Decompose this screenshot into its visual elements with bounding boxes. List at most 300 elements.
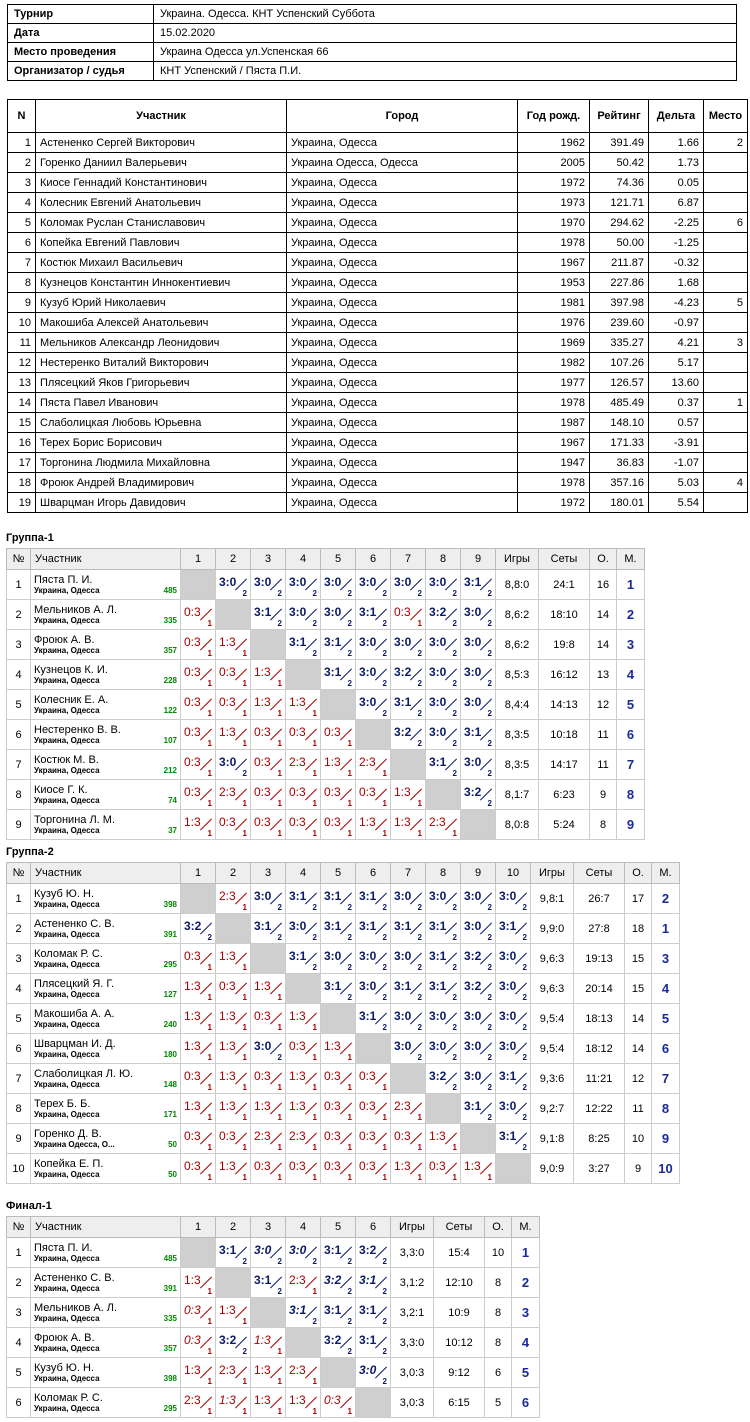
match-points: 2 bbox=[347, 1257, 352, 1266]
cell-city: Украина, Одесса bbox=[287, 393, 518, 413]
games-cell: 8,1:7 bbox=[496, 780, 539, 810]
match-points: 2 bbox=[417, 709, 422, 718]
table-row bbox=[8, 373, 748, 393]
table-row bbox=[8, 193, 748, 213]
match-score bbox=[181, 780, 215, 809]
diagonal-cell bbox=[286, 1328, 321, 1358]
match-score bbox=[426, 690, 460, 719]
table-row bbox=[8, 393, 748, 413]
match-points: 1 bbox=[207, 679, 212, 688]
participant-rating: 357 bbox=[163, 645, 177, 655]
match-score bbox=[356, 884, 390, 913]
cell-n: 6 bbox=[8, 233, 36, 253]
cell-delta: -3.91 bbox=[649, 433, 704, 453]
score-text: 0:3 bbox=[324, 725, 341, 739]
match-score bbox=[286, 750, 320, 779]
match-points: 2 bbox=[347, 619, 352, 628]
table-row bbox=[7, 600, 645, 630]
match-points: 2 bbox=[487, 589, 492, 598]
cell-place bbox=[704, 273, 748, 293]
cell-n: 13 bbox=[8, 373, 36, 393]
sets-cell: 9:12 bbox=[434, 1358, 485, 1388]
match-score bbox=[426, 750, 460, 779]
col-opponent: 2 bbox=[216, 549, 251, 570]
col-opponent: 1 bbox=[181, 1217, 216, 1238]
match-points: 1 bbox=[207, 709, 212, 718]
match-score bbox=[391, 690, 425, 719]
match-points: 1 bbox=[207, 769, 212, 778]
place-cell: 8 bbox=[617, 780, 645, 810]
score-text: 0:3 bbox=[254, 1159, 271, 1173]
match-score bbox=[181, 1154, 215, 1183]
score-text: 3:0 bbox=[464, 1039, 482, 1053]
score-text: 3:0 bbox=[429, 1039, 447, 1053]
cell-delta: -2.25 bbox=[649, 213, 704, 233]
games-cell: 9,1:8 bbox=[531, 1124, 574, 1154]
score-text: 3:1 bbox=[289, 949, 307, 963]
match-score bbox=[356, 1094, 390, 1123]
match-score bbox=[251, 600, 285, 629]
participant-cell bbox=[31, 570, 181, 600]
col-opponent: 4 bbox=[286, 549, 321, 570]
match-points: 1 bbox=[242, 799, 247, 808]
points-cell: 11 bbox=[590, 750, 617, 780]
match-points: 1 bbox=[277, 993, 282, 1002]
score-text: 3:1 bbox=[499, 919, 517, 933]
tournament-info-table bbox=[7, 4, 737, 81]
match-cell bbox=[286, 1124, 321, 1154]
score-text: 0:3 bbox=[324, 1069, 341, 1083]
games-cell: 3,2:1 bbox=[391, 1298, 434, 1328]
cell-participant: Макошиба Алексей Анатольевич bbox=[36, 313, 287, 333]
match-score bbox=[426, 884, 460, 913]
match-cell bbox=[251, 1358, 286, 1388]
match-cell bbox=[181, 1034, 216, 1064]
score-text: 3:0 bbox=[359, 665, 377, 679]
match-points: 1 bbox=[382, 1173, 387, 1182]
sets-cell: 27:8 bbox=[574, 914, 625, 944]
match-cell bbox=[496, 1034, 531, 1064]
match-score bbox=[216, 1154, 250, 1183]
match-score bbox=[251, 1358, 285, 1387]
match-cell bbox=[426, 570, 461, 600]
match-points: 1 bbox=[382, 1143, 387, 1152]
match-score bbox=[286, 1124, 320, 1153]
match-cell bbox=[426, 914, 461, 944]
score-text: 3:0 bbox=[359, 695, 377, 709]
match-cell bbox=[321, 780, 356, 810]
col-opponent: 9 bbox=[461, 863, 496, 884]
participants-table bbox=[7, 99, 748, 513]
score-text: 3:0 bbox=[499, 1009, 517, 1023]
col-opponent: 5 bbox=[321, 1217, 356, 1238]
participant-name: Кузуб Ю. Н. bbox=[34, 887, 95, 900]
match-score bbox=[216, 690, 250, 719]
table-row bbox=[7, 974, 680, 1004]
match-cell bbox=[181, 720, 216, 750]
match-cell bbox=[286, 1094, 321, 1124]
match-points: 2 bbox=[452, 709, 457, 718]
match-score bbox=[356, 600, 390, 629]
participant-name: Колесник Е. А. bbox=[34, 693, 109, 706]
score-text: 0:3 bbox=[184, 785, 201, 799]
table-row bbox=[7, 750, 645, 780]
match-score bbox=[461, 570, 495, 599]
cell-rating: 391.49 bbox=[590, 133, 649, 153]
participant-rating: 335 bbox=[163, 1313, 177, 1323]
match-cell bbox=[216, 974, 251, 1004]
score-text: 0:3 bbox=[254, 725, 271, 739]
participant-city: Украина, Одесса bbox=[34, 1079, 100, 1089]
match-cell bbox=[461, 1034, 496, 1064]
cell-birth-year: 1978 bbox=[518, 473, 590, 493]
diagonal-cell bbox=[251, 630, 286, 660]
points-cell: 10 bbox=[485, 1238, 512, 1268]
participant-rating: 50 bbox=[168, 1169, 177, 1179]
match-cell bbox=[426, 660, 461, 690]
match-score bbox=[496, 1094, 530, 1123]
match-points: 2 bbox=[522, 963, 527, 972]
participant-name: Шварцман И. Д. bbox=[34, 1037, 116, 1050]
match-score bbox=[216, 1004, 250, 1033]
row-num: 5 bbox=[7, 1358, 31, 1388]
col-opponent: 4 bbox=[286, 863, 321, 884]
match-points: 2 bbox=[312, 619, 317, 628]
match-score bbox=[181, 660, 215, 689]
score-text: 1:3 bbox=[254, 1363, 271, 1377]
games-cell: 9,0:9 bbox=[531, 1154, 574, 1184]
match-cell bbox=[251, 914, 286, 944]
match-score bbox=[321, 914, 355, 943]
match-points: 2 bbox=[347, 903, 352, 912]
match-points: 1 bbox=[207, 1377, 212, 1386]
score-text: 3:0 bbox=[254, 575, 272, 589]
match-points: 2 bbox=[417, 1023, 422, 1032]
match-score bbox=[496, 1004, 530, 1033]
match-score bbox=[391, 944, 425, 973]
match-score bbox=[461, 720, 495, 749]
table-row bbox=[7, 810, 645, 840]
participant-cell bbox=[31, 1124, 181, 1154]
match-points: 2 bbox=[417, 589, 422, 598]
participant-cell bbox=[31, 1034, 181, 1064]
match-cell bbox=[391, 944, 426, 974]
match-score bbox=[286, 810, 320, 839]
cell-participant: Мельников Александр Леонидович bbox=[36, 333, 287, 353]
match-score bbox=[496, 884, 530, 913]
match-score bbox=[286, 884, 320, 913]
score-text: 3:0 bbox=[499, 949, 517, 963]
score-text: 1:3 bbox=[184, 1363, 201, 1377]
match-cell bbox=[321, 1154, 356, 1184]
match-cell bbox=[286, 690, 321, 720]
match-score bbox=[251, 1004, 285, 1033]
row-num: 2 bbox=[7, 1268, 31, 1298]
match-score bbox=[216, 1328, 250, 1357]
place-cell: 1 bbox=[617, 570, 645, 600]
match-score bbox=[426, 914, 460, 943]
match-points: 1 bbox=[207, 829, 212, 838]
match-points: 1 bbox=[417, 1143, 422, 1152]
score-text: 3:1 bbox=[429, 919, 447, 933]
match-cell bbox=[286, 1004, 321, 1034]
table-row bbox=[7, 1238, 540, 1268]
participant-rating: 148 bbox=[163, 1079, 177, 1089]
diagonal-cell bbox=[321, 1004, 356, 1034]
participant-name: Кузуб Ю. Н. bbox=[34, 1361, 95, 1374]
cell-birth-year: 1953 bbox=[518, 273, 590, 293]
match-points: 1 bbox=[242, 903, 247, 912]
match-cell bbox=[356, 1004, 391, 1034]
match-cell bbox=[461, 780, 496, 810]
match-points: 1 bbox=[207, 649, 212, 658]
match-cell bbox=[496, 944, 531, 974]
match-cell bbox=[216, 1358, 251, 1388]
sets-cell: 16:12 bbox=[539, 660, 590, 690]
match-score bbox=[251, 974, 285, 1003]
participant-name: Пяста П. И. bbox=[34, 1241, 93, 1254]
score-text: 3:0 bbox=[219, 755, 237, 769]
cell-delta: -0.32 bbox=[649, 253, 704, 273]
match-cell bbox=[216, 750, 251, 780]
match-cell bbox=[181, 1124, 216, 1154]
match-cell bbox=[321, 1124, 356, 1154]
match-score bbox=[356, 750, 390, 779]
cell-participant: Слаболицкая Любовь Юрьевна bbox=[36, 413, 287, 433]
match-score bbox=[496, 914, 530, 943]
score-text: 1:3 bbox=[219, 1069, 236, 1083]
score-text: 3:0 bbox=[464, 695, 482, 709]
match-score bbox=[216, 974, 250, 1003]
score-text: 1:3 bbox=[254, 1333, 271, 1347]
row-num: 2 bbox=[7, 914, 31, 944]
cell-rating: 211.87 bbox=[590, 253, 649, 273]
participant-rating: 180 bbox=[163, 1049, 177, 1059]
score-text: 3:1 bbox=[324, 665, 342, 679]
cell-n: 17 bbox=[8, 453, 36, 473]
match-score bbox=[251, 1238, 285, 1267]
score-text: 1:3 bbox=[219, 725, 236, 739]
match-score bbox=[286, 690, 320, 719]
match-points: 1 bbox=[207, 1347, 212, 1356]
participant-rating: 391 bbox=[163, 1283, 177, 1293]
cell-place bbox=[704, 253, 748, 273]
match-cell bbox=[251, 720, 286, 750]
final-1-title: Финал-1 bbox=[6, 1200, 52, 1212]
sets-cell: 8:25 bbox=[574, 1124, 625, 1154]
games-cell: 9,2:7 bbox=[531, 1094, 574, 1124]
match-points: 2 bbox=[347, 1287, 352, 1296]
score-text: 3:1 bbox=[464, 725, 482, 739]
participant-cell bbox=[31, 1238, 181, 1268]
cell-participant: Колесник Евгений Анатольевич bbox=[36, 193, 287, 213]
col-opponent: 8 bbox=[426, 549, 461, 570]
crosstable-header bbox=[7, 863, 680, 884]
score-text: 1:3 bbox=[184, 815, 201, 829]
match-points: 2 bbox=[487, 769, 492, 778]
match-points: 1 bbox=[347, 829, 352, 838]
match-score bbox=[216, 750, 250, 779]
score-text: 3:1 bbox=[254, 605, 272, 619]
score-text: 1:3 bbox=[254, 1393, 271, 1407]
match-score bbox=[216, 1124, 250, 1153]
row-num: 7 bbox=[7, 1064, 31, 1094]
score-text: 1:3 bbox=[289, 695, 306, 709]
points-cell: 14 bbox=[625, 1034, 652, 1064]
match-cell bbox=[391, 1094, 426, 1124]
match-cell bbox=[181, 750, 216, 780]
col-participant: Участник bbox=[36, 100, 287, 133]
match-score bbox=[461, 750, 495, 779]
match-cell bbox=[356, 810, 391, 840]
sets-cell: 10:18 bbox=[539, 720, 590, 750]
cell-n: 15 bbox=[8, 413, 36, 433]
match-score bbox=[356, 974, 390, 1003]
sets-cell: 12:10 bbox=[434, 1268, 485, 1298]
match-points: 2 bbox=[487, 799, 492, 808]
match-score bbox=[216, 780, 250, 809]
score-text: 2:3 bbox=[429, 815, 446, 829]
participant-city-line bbox=[31, 1344, 180, 1354]
participant-cell bbox=[31, 660, 181, 690]
match-cell bbox=[286, 1154, 321, 1184]
col-sets: Сеты bbox=[434, 1217, 485, 1238]
score-text: 2:3 bbox=[359, 755, 376, 769]
score-text: 0:3 bbox=[254, 755, 271, 769]
match-score bbox=[496, 1064, 530, 1093]
match-cell bbox=[321, 570, 356, 600]
cell-participant: Шварцман Игорь Давидович bbox=[36, 493, 287, 513]
participant-rating: 485 bbox=[163, 1253, 177, 1263]
cell-place bbox=[704, 193, 748, 213]
place-cell: 10 bbox=[652, 1154, 680, 1184]
cell-rating: 74.36 bbox=[590, 173, 649, 193]
group-2-table bbox=[6, 862, 680, 1184]
place-cell: 1 bbox=[512, 1238, 540, 1268]
cell-rating: 335.27 bbox=[590, 333, 649, 353]
participant-rating: 335 bbox=[163, 615, 177, 625]
participant-rating: 485 bbox=[163, 585, 177, 595]
match-cell bbox=[391, 810, 426, 840]
match-cell bbox=[356, 780, 391, 810]
participant-rating: 122 bbox=[163, 705, 177, 715]
match-score bbox=[181, 1388, 215, 1417]
match-cell bbox=[356, 690, 391, 720]
match-points: 1 bbox=[277, 1113, 282, 1122]
match-points: 1 bbox=[242, 829, 247, 838]
match-cell bbox=[181, 1094, 216, 1124]
match-score bbox=[356, 1328, 390, 1357]
points-cell: 14 bbox=[590, 630, 617, 660]
match-score bbox=[321, 1328, 355, 1357]
match-points: 1 bbox=[207, 1053, 212, 1062]
match-points: 2 bbox=[522, 1143, 527, 1152]
score-text: 3:0 bbox=[499, 1039, 517, 1053]
diagonal-cell bbox=[216, 600, 251, 630]
match-cell bbox=[496, 974, 531, 1004]
match-cell bbox=[461, 1154, 496, 1184]
match-points: 1 bbox=[312, 769, 317, 778]
col-points: О. bbox=[590, 549, 617, 570]
match-score bbox=[216, 944, 250, 973]
cell-n: 14 bbox=[8, 393, 36, 413]
score-text: 3:1 bbox=[359, 1273, 377, 1287]
score-text: 0:3 bbox=[359, 1159, 376, 1173]
participant-cell bbox=[31, 720, 181, 750]
points-cell: 15 bbox=[625, 974, 652, 1004]
match-points: 1 bbox=[417, 829, 422, 838]
col-num: № bbox=[7, 1217, 31, 1238]
participant-name: Терех Б. Б. bbox=[34, 1097, 91, 1110]
info-row bbox=[8, 5, 737, 24]
score-text: 1:3 bbox=[359, 815, 376, 829]
match-points: 2 bbox=[347, 1347, 352, 1356]
info-row bbox=[8, 62, 737, 81]
match-points: 1 bbox=[242, 1083, 247, 1092]
diagonal-cell bbox=[356, 1034, 391, 1064]
score-text: 3:1 bbox=[359, 1009, 377, 1023]
score-text: 3:1 bbox=[359, 919, 377, 933]
points-cell: 6 bbox=[485, 1358, 512, 1388]
cell-place: 4 bbox=[704, 473, 748, 493]
score-text: 3:0 bbox=[254, 1039, 272, 1053]
match-cell bbox=[461, 884, 496, 914]
col-opponent: 8 bbox=[426, 863, 461, 884]
score-text: 3:0 bbox=[464, 919, 482, 933]
score-text: 3:2 bbox=[464, 979, 482, 993]
match-points: 2 bbox=[417, 903, 422, 912]
score-text: 3:0 bbox=[289, 919, 307, 933]
match-points: 1 bbox=[242, 1377, 247, 1386]
match-points: 1 bbox=[242, 709, 247, 718]
match-score bbox=[181, 690, 215, 719]
participant-city: Украина, Одесса bbox=[34, 795, 100, 805]
table-row bbox=[8, 493, 748, 513]
participant-city: Украина, Одесса bbox=[34, 1253, 100, 1263]
match-cell bbox=[356, 1154, 391, 1184]
match-score bbox=[216, 1064, 250, 1093]
participant-name: Фроюк А. В. bbox=[34, 1331, 95, 1344]
participant-name: Кузнецов К. И. bbox=[34, 663, 108, 676]
match-score bbox=[356, 780, 390, 809]
match-cell bbox=[426, 884, 461, 914]
participant-name: Копейка Е. П. bbox=[34, 1157, 104, 1170]
match-score bbox=[321, 1064, 355, 1093]
col-opponent: 1 bbox=[181, 863, 216, 884]
score-text: 3:2 bbox=[464, 785, 482, 799]
participant-name: Торгонина Л. М. bbox=[34, 813, 116, 826]
match-score bbox=[391, 884, 425, 913]
participant-cell bbox=[31, 600, 181, 630]
participant-rating: 398 bbox=[163, 899, 177, 909]
cell-place bbox=[704, 353, 748, 373]
score-text: 3:0 bbox=[394, 889, 412, 903]
points-cell: 8 bbox=[590, 810, 617, 840]
match-points: 2 bbox=[417, 1053, 422, 1062]
match-cell bbox=[496, 1004, 531, 1034]
table-row bbox=[7, 660, 645, 690]
score-text: 2:3 bbox=[254, 1129, 271, 1143]
match-cell bbox=[251, 660, 286, 690]
participant-rating: 107 bbox=[163, 735, 177, 745]
diagonal-cell bbox=[391, 1064, 426, 1094]
sets-cell: 26:7 bbox=[574, 884, 625, 914]
match-points: 1 bbox=[277, 1143, 282, 1152]
match-points: 2 bbox=[277, 589, 282, 598]
place-cell: 5 bbox=[617, 690, 645, 720]
diagonal-cell bbox=[286, 660, 321, 690]
match-score bbox=[496, 1034, 530, 1063]
